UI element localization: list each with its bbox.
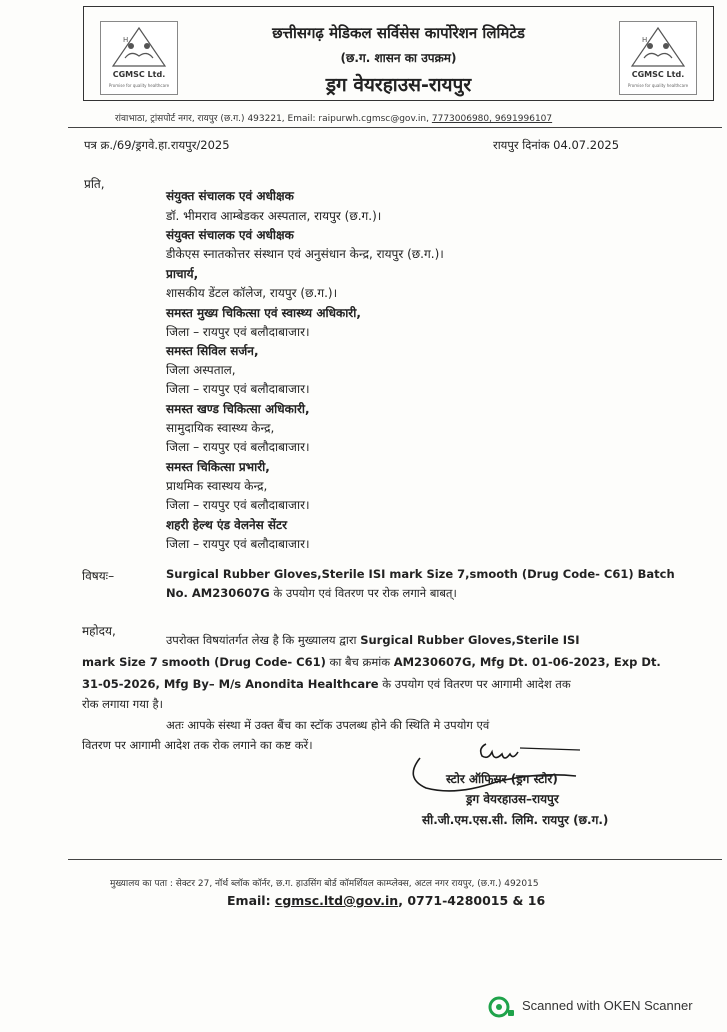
svg-text:H: H	[642, 36, 648, 44]
recipient-detail: जिला – रायपुर एवं बलौदाबाजार।	[166, 537, 310, 551]
cgmsc-logo-left	[100, 21, 178, 95]
address-text: रांवाभाठा, ट्रांसपोर्ट नगर, रायपुर (छ.ग.)	[115, 114, 245, 124]
signatory-designation: स्टोर ऑफिसर (ड्रग स्टोर)	[446, 772, 558, 786]
oken-scanner-icon	[488, 996, 516, 1018]
body-line: वितरण पर आगामी आदेश तक रोक लगाने का कष्ट करें।	[82, 738, 313, 752]
recipient-detail: सामुदायिक स्वास्थ्य केन्द्र,	[166, 421, 275, 435]
letter-ref: पत्र क्र./69/ड्रगवे.हा.रायपुर/2025	[84, 138, 230, 152]
org-name: छत्तीसगढ़ मेडिकल सर्विसेस कार्पोरेशन लिमिटेड	[272, 24, 525, 42]
recipient-detail: शासकीय डेंटल कॉलेज, रायपुर (छ.ग.)।	[166, 286, 338, 300]
recipient-title: शहरी हेल्थ एंड वेलनेस सेंटर	[166, 518, 288, 532]
recipient-detail: जिला अस्पताल,	[166, 363, 236, 377]
recipient-detail: डीकेएस स्नातकोत्तर संस्थान एवं अनुसंधान केन्द्र, रायपुर (छ.ग.)।	[166, 247, 444, 261]
footer-phone: , 0771-4280015 & 16	[398, 893, 546, 908]
address-pin: 493221,	[247, 114, 285, 124]
cgmsc-logo-right	[619, 21, 697, 95]
subject-line-2	[166, 586, 656, 601]
logo-tagline: Promise for quality healthcare	[627, 83, 689, 88]
signatory-office: ड्रग वेयरहाउस–रायपुर	[466, 792, 559, 806]
subject-line-2-rest: के उपयोग एवं वितरण पर रोक लगाने बाबत्।	[269, 586, 457, 600]
recipient-detail: प्राथमिक स्वास्थय केन्द्र,	[166, 479, 268, 493]
recipient-detail: डॉ. भीमराव आम्बेडकर अस्पताल, रायपुर (छ.ग.)।	[166, 209, 382, 223]
footer-address: मुख्यालय का पता : सेक्टर 27, नॉर्थ ब्लॉक कॉर्नर, छ.ग. हाउसिंग बोर्ड कॉमर्शियल काम्प्लेक्स, अटल नगर रायपुर, (छ.ग.) 492015	[110, 879, 539, 889]
body-text: का बैच क्रमांक	[325, 655, 394, 669]
letterhead	[83, 6, 714, 101]
body-text-bold: 31-05-2026, Mfg By– M/s Anondita Healthcare	[82, 677, 379, 691]
salutation: महोदय,	[82, 624, 116, 638]
letter-date: रायपुर दिनांक 04.07.2025	[493, 138, 620, 152]
svg-text:H: H	[123, 36, 129, 44]
recipient-title: संयुक्त संचालक एवं अधीक्षक	[166, 228, 294, 242]
recipient-title: समस्त खण्ड चिकित्सा अधिकारी,	[166, 402, 310, 416]
header-address	[115, 111, 552, 124]
body-text-bold: mark Size 7 smooth (Drug Code- C61)	[82, 655, 326, 669]
body-line	[166, 633, 580, 648]
subject-label: विषयः–	[82, 569, 115, 583]
body-line	[82, 677, 571, 692]
signatory-org: सी.जी.एम.एस.सी. लिमि. रायपुर (छ.ग.)	[422, 813, 609, 827]
footer-email-label: Email:	[227, 893, 275, 908]
recipient-title: संयुक्त संचालक एवं अधीक्षक	[166, 189, 294, 203]
to-label: प्रति,	[84, 177, 105, 191]
scanner-text: Scanned with OKEN Scanner	[522, 998, 693, 1013]
warehouse-name: ड्रग वेयरहाउस-रायपुर	[325, 74, 472, 96]
body-text-bold: AM230607G, Mfg Dt. 01-06-2023, Exp Dt.	[393, 655, 661, 669]
recipient-title: समस्त सिविल सर्जन,	[166, 344, 259, 358]
header-divider	[68, 127, 722, 128]
footer-contact	[227, 893, 545, 908]
body-line	[82, 655, 661, 670]
header-email: Email: raipurwh.cgmsc@gov.in,	[287, 114, 429, 124]
body-text-bold: Surgical Rubber Gloves,Sterile ISI	[360, 633, 580, 647]
recipient-detail: जिला – रायपुर एवं बलौदाबाजार।	[166, 440, 310, 454]
recipient-detail: जिला – रायपुर एवं बलौदाबाजार।	[166, 498, 310, 512]
recipient-title: समस्त चिकित्सा प्रभारी,	[166, 460, 270, 474]
body-text: उपरोक्त विषयांतर्गत लेख है कि मुख्यालय द्वारा	[166, 633, 361, 647]
subject-line-1: Surgical Rubber Gloves,Sterile ISI mark Size 7,smooth (Drug Code- C61) Batch	[166, 567, 675, 581]
footer-divider	[68, 859, 722, 860]
footer-email: cgmsc.ltd@gov.in	[274, 893, 399, 908]
recipient-title: समस्त मुख्य चिकित्सा एवं स्वास्थ्य अधिकारी,	[166, 306, 361, 320]
body-text: के उपयोग एवं वितरण पर आगामी आदेश तक	[378, 677, 571, 691]
logo-text: CGMSC Ltd.	[112, 70, 166, 79]
org-subtitle: (छ.ग. शासन का उपक्रम)	[340, 51, 457, 65]
header-phones: 7773006980, 9691996107	[431, 114, 553, 124]
batch-number: No. AM230607G	[166, 586, 270, 600]
logo-text: CGMSC Ltd.	[631, 70, 685, 79]
recipient-detail: जिला – रायपुर एवं बलौदाबाजार।	[166, 382, 310, 396]
recipient-title: प्राचार्य,	[166, 267, 199, 281]
logo-tagline: Promise for quality healthcare	[108, 83, 170, 88]
body-line: अतः आपके संस्था में उक्त बैंच का स्टॉक उपलब्ध होने की स्थिति मे उपयोग एवं	[166, 718, 490, 732]
recipient-detail: जिला – रायपुर एवं बलौदाबाजार।	[166, 325, 310, 339]
body-line: रोक लगाया गया है।	[82, 697, 163, 711]
